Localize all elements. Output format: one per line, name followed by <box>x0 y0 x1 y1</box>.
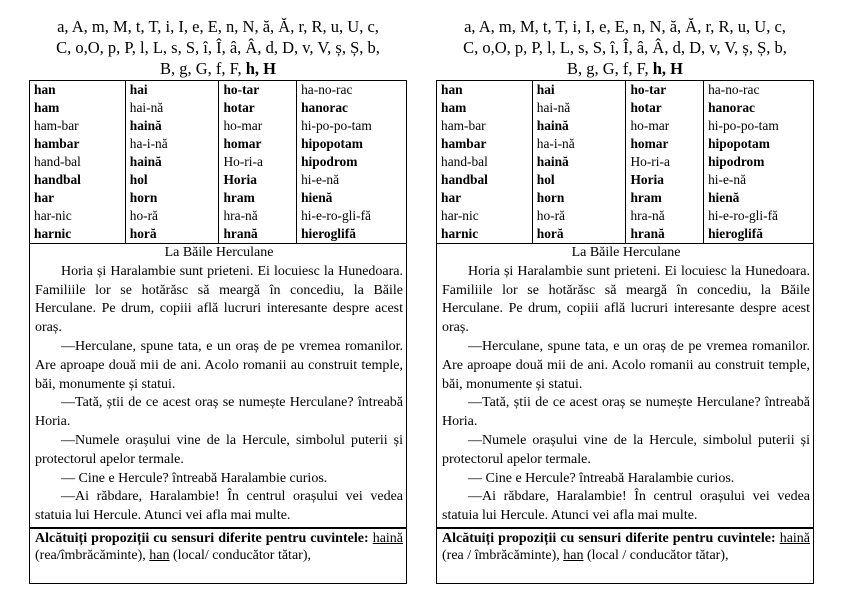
word-cell: hra-nă <box>219 207 297 225</box>
word-cell: ho-tar <box>219 81 297 100</box>
word-cell: har <box>437 189 533 207</box>
task-box <box>29 528 407 584</box>
word-cell: Horia <box>219 171 297 189</box>
alphabet-line <box>436 58 814 79</box>
word-row <box>30 153 407 171</box>
word-cell: ha-i-nă <box>125 135 219 153</box>
word-cell: ham <box>437 99 533 117</box>
word-cell: hra-nă <box>626 207 704 225</box>
word-table <box>436 80 814 244</box>
word-cell: hi-e-ro-gli-fă <box>704 207 814 225</box>
task-meaning: (local / conducător tătar), <box>587 548 729 563</box>
word-cell: hi-e-nă <box>297 171 407 189</box>
word-cell: ho-ră <box>125 207 219 225</box>
word-row <box>437 189 814 207</box>
word-cell: hrană <box>626 225 704 244</box>
task-instruction: Alcătuiți propoziții cu sensuri diferite pentru cuvintele: <box>35 531 369 546</box>
word-cell: hieroglifă <box>704 225 814 244</box>
story-paragraph: —Herculane, spune tata, e un oraș de pe vremea romanilor. Are aproape două mii de ani. Acolo romanii au construit temple, băi, monumente și statui. <box>442 338 810 392</box>
word-cell: ham-bar <box>30 117 126 135</box>
word-cell: hieroglifă <box>297 225 407 244</box>
task-instruction: Alcătuiți propoziții cu sensuri diferite pentru cuvintele: <box>442 531 776 546</box>
word-cell: hipodrom <box>297 153 407 171</box>
word-row <box>437 225 814 244</box>
word-cell: hambar <box>437 135 533 153</box>
word-cell: hai <box>125 81 219 100</box>
word-cell: horn <box>532 189 626 207</box>
reading-text <box>29 244 407 528</box>
task-word: han <box>149 548 170 563</box>
word-cell: hai <box>532 81 626 100</box>
word-cell: hi-po-po-tam <box>297 117 407 135</box>
word-table <box>29 80 407 244</box>
word-row <box>437 99 814 117</box>
task-word: haină <box>779 531 811 546</box>
word-cell: hrană <box>219 225 297 244</box>
word-cell: hi-e-nă <box>704 171 814 189</box>
word-cell: homar <box>219 135 297 153</box>
word-row <box>30 225 407 244</box>
word-row <box>437 117 814 135</box>
word-cell: hi-po-po-tam <box>704 117 814 135</box>
word-cell: hienă <box>297 189 407 207</box>
task-word: han <box>563 548 584 563</box>
alphabet-line: C, o,O, p, P, l, L, s, S, î, Î, â, Â, d, D, v, V, ș, Ș, b, <box>56 38 380 57</box>
word-row <box>437 207 814 225</box>
worksheet-right <box>436 16 814 584</box>
word-cell: hotar <box>626 99 704 117</box>
word-cell: Ho-ri-a <box>219 153 297 171</box>
word-cell: hotar <box>219 99 297 117</box>
word-cell: hol <box>125 171 219 189</box>
story-paragraph: —Numele orașului vine de la Hercule, simbolul puterii și protectorul apelor termale. <box>442 432 810 467</box>
alphabet-block <box>436 16 814 80</box>
story-title: La Băile Herculane <box>164 245 274 260</box>
word-cell: handbal <box>437 171 533 189</box>
word-cell: hram <box>626 189 704 207</box>
word-cell: hai-nă <box>532 99 626 117</box>
story-title: La Băile Herculane <box>571 245 681 260</box>
word-cell: homar <box>626 135 704 153</box>
word-cell: hienă <box>704 189 814 207</box>
word-cell: horă <box>532 225 626 244</box>
word-cell: hanorac <box>297 99 407 117</box>
worksheet-left <box>29 16 407 584</box>
task-meaning: (rea / îmbrăcăminte), <box>442 548 560 563</box>
word-cell: ho-mar <box>626 117 704 135</box>
word-cell: hai-nă <box>125 99 219 117</box>
word-cell: handbal <box>30 171 126 189</box>
word-cell: ha-no-rac <box>704 81 814 100</box>
story-paragraph: — Cine e Hercule? întreabă Haralambie curios. <box>468 470 735 486</box>
word-row <box>437 135 814 153</box>
word-cell: ho-mar <box>219 117 297 135</box>
story-paragraph: —Numele orașului vine de la Hercule, simbolul puterii și protectorul apelor termale. <box>35 432 403 467</box>
word-cell: han <box>437 81 533 100</box>
word-cell: hipopotam <box>704 135 814 153</box>
word-cell: hand-bal <box>437 153 533 171</box>
word-cell: ho-tar <box>626 81 704 100</box>
word-cell: har <box>30 189 126 207</box>
word-cell: han <box>30 81 126 100</box>
story-paragraph: — Cine e Hercule? întreabă Haralambie curios. <box>61 470 328 486</box>
story-paragraph: —Ai răbdare, Haralambie! În centrul orașului vei vedea statuia lui Hercule. Atunci vei afla mai multe. <box>35 489 403 524</box>
alphabet-line: a, A, m, M, t, T, i, I, e, E, n, N, ă, Ă, r, R, u, U, c, <box>464 17 786 36</box>
word-cell: horă <box>125 225 219 244</box>
word-cell: Ho-ri-a <box>626 153 704 171</box>
reading-text <box>436 244 814 528</box>
story-paragraph: Horia și Haralambie sunt prieteni. Ei locuiesc la Hunedoara. Familiile lor se hotărăsc să meargă în concediu, la Băile Herculane. Pe drum, copiii află lucruri interesante despre acest oraș. <box>35 263 403 336</box>
word-cell: hi-e-ro-gli-fă <box>297 207 407 225</box>
word-cell: harnic <box>437 225 533 244</box>
word-row <box>30 207 407 225</box>
word-cell: hanorac <box>704 99 814 117</box>
target-letters: h, H <box>652 59 684 78</box>
word-cell: hipopotam <box>297 135 407 153</box>
word-cell: horn <box>125 189 219 207</box>
task-meaning: (local/ conducător tătar), <box>173 548 311 563</box>
word-cell: Horia <box>626 171 704 189</box>
word-row <box>30 81 407 100</box>
alphabet-line: C, o,O, p, P, l, L, s, S, î, Î, â, Â, d, D, v, V, ș, Ș, b, <box>463 38 787 57</box>
word-cell: hol <box>532 171 626 189</box>
word-cell: hand-bal <box>30 153 126 171</box>
task-word: haină <box>372 531 404 546</box>
word-row <box>30 135 407 153</box>
word-cell: haină <box>125 117 219 135</box>
word-cell: ha-i-nă <box>532 135 626 153</box>
word-cell: ha-no-rac <box>297 81 407 100</box>
word-cell: har-nic <box>30 207 126 225</box>
word-cell: haină <box>532 117 626 135</box>
word-row <box>437 171 814 189</box>
alphabet-letters: B, g, G, f, F, <box>159 59 242 78</box>
task-meaning: (rea/îmbrăcăminte), <box>35 548 146 563</box>
word-cell: hipodrom <box>704 153 814 171</box>
word-row <box>437 153 814 171</box>
word-cell: haină <box>532 153 626 171</box>
word-row <box>30 189 407 207</box>
word-cell: ham-bar <box>437 117 533 135</box>
word-cell: ham <box>30 99 126 117</box>
word-cell: haină <box>125 153 219 171</box>
story-paragraph: —Tată, știi de ce acest oraș se numește Herculane? întreabă Horia. <box>35 395 403 430</box>
word-cell: ho-ră <box>532 207 626 225</box>
word-row <box>30 171 407 189</box>
word-row <box>30 99 407 117</box>
alphabet-line <box>29 58 407 79</box>
word-row <box>30 117 407 135</box>
story-paragraph: —Ai răbdare, Haralambie! În centrul orașului vei vedea statuia lui Hercule. Atunci vei afla mai multe. <box>442 489 810 524</box>
story-paragraph: —Tată, știi de ce acest oraș se numește Herculane? întreabă Horia. <box>442 395 810 430</box>
word-cell: harnic <box>30 225 126 244</box>
target-letters: h, H <box>245 59 277 78</box>
story-paragraph: —Herculane, spune tata, e un oraș de pe vremea romanilor. Are aproape două mii de ani. Acolo romanii au construit temple, băi, monumente și statui. <box>35 338 403 392</box>
word-row <box>437 81 814 100</box>
word-cell: hram <box>219 189 297 207</box>
task-box <box>436 528 814 584</box>
alphabet-line: a, A, m, M, t, T, i, I, e, E, n, N, ă, Ă, r, R, u, U, c, <box>57 17 379 36</box>
word-cell: hambar <box>30 135 126 153</box>
story-paragraph: Horia și Haralambie sunt prieteni. Ei locuiesc la Hunedoara. Familiile lor se hotărăsc să meargă în concediu, la Băile Herculane. Pe drum, copiii află lucruri interesante despre acest oraș. <box>442 263 810 336</box>
alphabet-letters: B, g, G, f, F, <box>566 59 649 78</box>
word-cell: har-nic <box>437 207 533 225</box>
alphabet-block <box>29 16 407 80</box>
